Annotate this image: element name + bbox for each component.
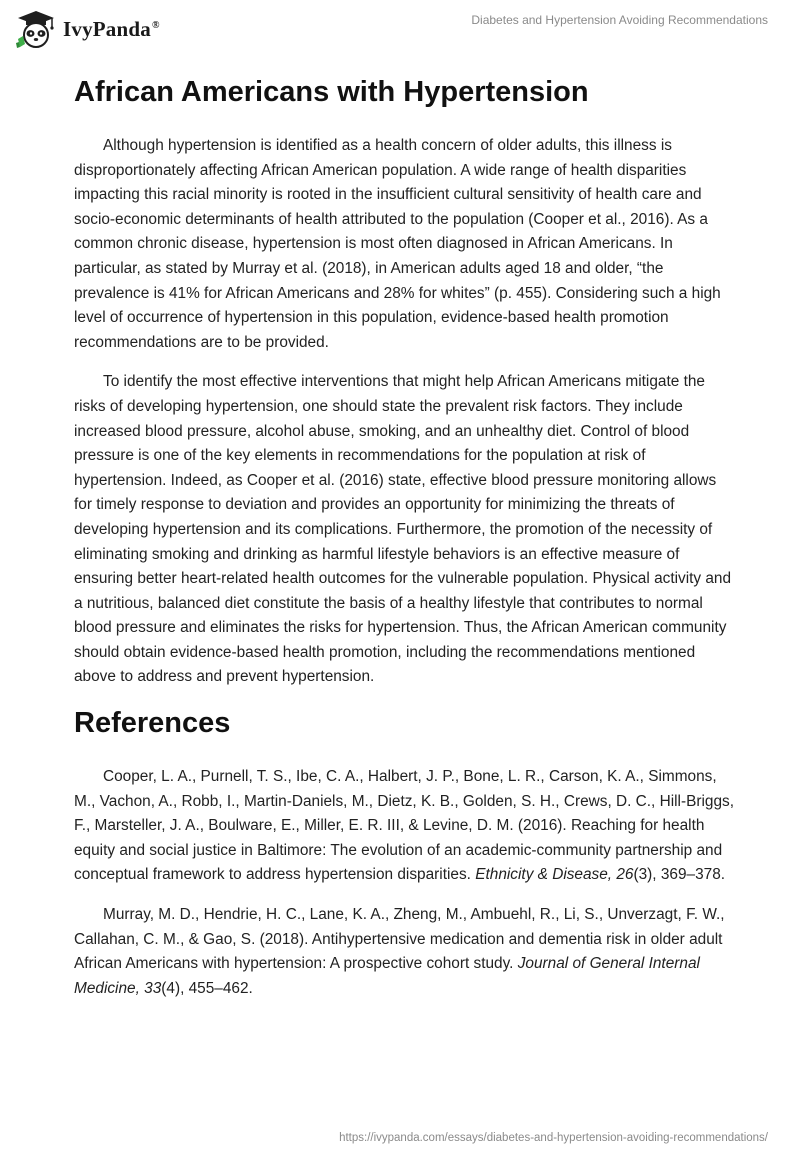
reference-text: Murray, M. D., Hendrie, H. C., Lane, K. A., Zheng, M., Ambuehl, R., Li, S., Unverzagt, F. W., Callahan, C. M., & Gao, S. (2018). Antihypertensive medication and dementia risk in older adult African Americans with hypertension: A prospective cohort study.: [74, 906, 725, 973]
reference-text: Cooper, L. A., Purnell, T. S., Ibe, C. A., Halbert, J. P., Bone, L. R., Carson, K. A., Simmons, M., Vachon, A., Robb, I., Martin-Daniels, M., Dietz, K. B., Golden, S. H., Crews, D. C., Hill-Briggs, F., Marsteller, J. A., Boulware, E., Miller, E. R. III, & Levine, D. M. (2016). Reaching for health equity and social justice in Baltimore: The evolution of an academic-community partnership and conceptual framework to address hypertension disparities.: [74, 768, 735, 884]
essay-body: [74, 72, 734, 1016]
section-heading-african-americans-hypertension: African Americans with Hypertension: [74, 76, 589, 108]
reference-source: Ethnicity & Disease, 26: [475, 866, 634, 884]
body-paragraph: Although hypertension is identified as a health concern of older adults, this illness is disproportionately affecting African American population. A wide range of health disparities impacting this racial minority is rooted in the insufficient cultural sensitivity of health care and socio-economic determinants of health attributed to the population (Cooper et al., 2016). As a common chronic disease, hypertension is most often diagnosed in African Americans. In particular, as stated by Murray et al. (2018), in American adults aged 18 and older, “the prevalence is 41% for African Americans and 28% for whites” (p. 455). Considering such a high level of occurrence of hypertension in this population, evidence-based health promotion recommendations are to be provided.: [74, 137, 721, 351]
registered-mark: ®: [151, 19, 160, 31]
logo-text: IvyPanda®: [63, 16, 160, 41]
running-title: Diabetes and Hypertension Avoiding Recommendations: [471, 13, 768, 27]
reference-source: Journal of General Internal Medicine, 33: [74, 955, 700, 997]
references-heading: References: [74, 707, 231, 740]
page-header: [0, 0, 800, 60]
reference-tail: (3), 369–378.: [633, 866, 726, 884]
reference-entry: [74, 765, 734, 888]
reference-entry: [74, 903, 734, 1001]
ivypanda-panda-logo-icon: [14, 9, 58, 49]
source-url[interactable]: https://ivypanda.com/essays/diabetes-and-hypertension-avoiding-recommendations/: [339, 1132, 768, 1144]
logo[interactable]: [14, 9, 160, 49]
body-paragraph: To identify the most effective interventions that might help African Americans mitigate the risks of developing hypertension, one should state the prevalent risk factors. They include increased blood pressure, alcohol abuse, smoking, and an unhealthy diet. Control of blood pressure is one of the key elements in recommendations for the population at risk of hypertension. Indeed, as Cooper et al. (2016) state, effective blood pressure monitoring allows for timely response to deviation and provides an opportunity for minimizing the threats of developing hypertension and its complications. Furthermore, the promotion of the necessity of eliminating smoking and drinking as harmful lifestyle behaviors is an effective measure of ensuring better heart-related health outcomes for the vulnerable population. Physical activity and a nutritious, balanced diet constitute the basis of a healthy lifestyle that contributes to normal blood pressure and eliminates the risks for hypertension. Thus, the African American community should obtain evidence-based health promotion, including the recommendations mentioned above to address and prevent hypertension.: [74, 373, 732, 686]
reference-tail: (4), 455–462.: [161, 979, 253, 997]
